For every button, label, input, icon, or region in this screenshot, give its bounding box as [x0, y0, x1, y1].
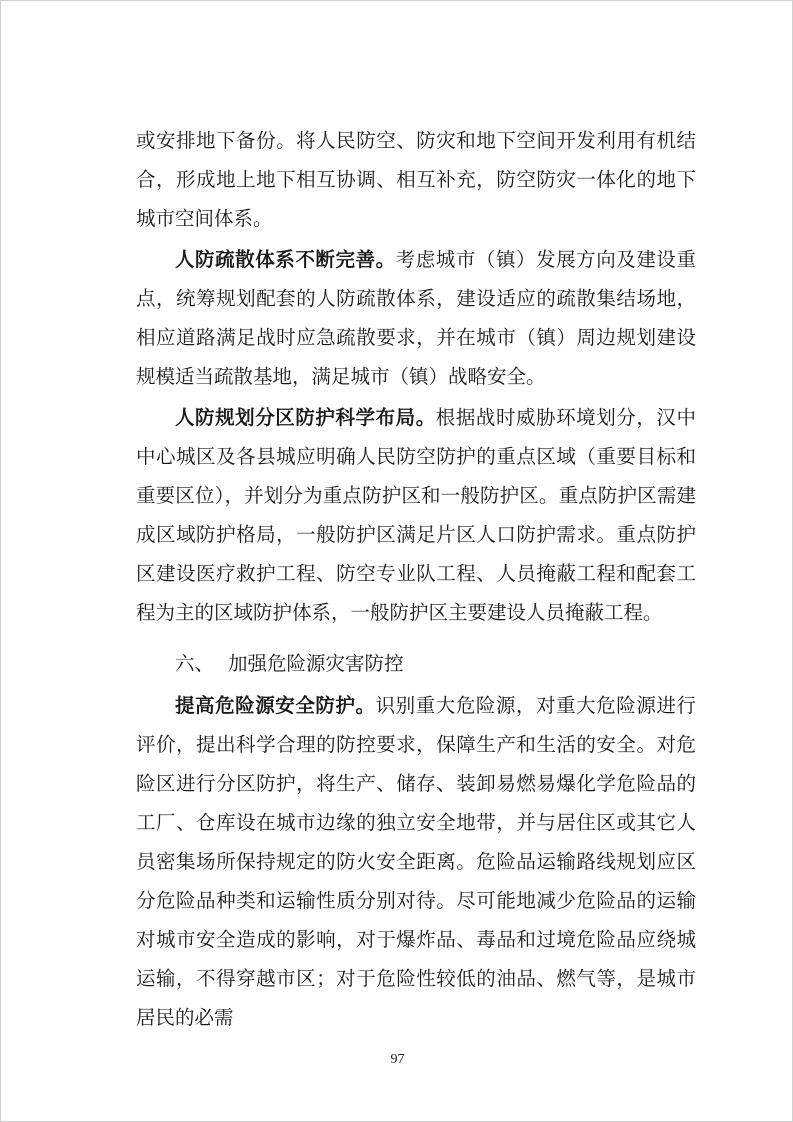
page-number: 97: [390, 1052, 405, 1067]
paragraph-evacuation-system: [136, 240, 696, 396]
paragraph-text: 根据战时威胁环境划分，汉中中心城区及各县城应明确人民防空防护的重点区域（重要目标和重要区位），并划分为重点防护区和一般防护区。重点防护区需建成区域防护格局，一般防护区满足片区人口防护需求。重点防护区建设医疗救护工程、防空专业队工程、人员掩蔽工程和配套工程为主的区域防护体系，一般防护区主要建设人员掩蔽工程。: [136, 406, 696, 624]
paragraph-lead: 人防规划分区防护科学布局。: [175, 406, 436, 429]
paragraph-text: 考虑城市（镇）发展方向及建设重点，统筹规划配套的人防疏散体系，建设适应的疏散集结场地，相应道路满足战时应急疏散要求，并在城市（镇）周边规划建设规模适当疏散基地，满足城市（镇）战略安全。: [136, 248, 696, 388]
document-body: [136, 121, 696, 1037]
section-heading: [136, 644, 696, 684]
paragraph-text: 或安排地下备份。将人民防空、防灾和地下空间开发利用有机结合，形成地上地下相互协调、相互补充，防空防灾一体化的地下城市空间体系。: [136, 129, 696, 230]
section-title: 加强危险源灾害防控: [228, 652, 404, 675]
paragraph-lead: 人防疏散体系不断完善。: [175, 248, 396, 271]
paragraph-hazard-protection: [136, 686, 696, 1037]
paragraph-continuation: [136, 121, 696, 238]
paragraph-lead: 提高危险源安全防护。: [175, 694, 376, 717]
paragraph-zoning-protection: [136, 398, 696, 632]
paragraph-text: 识别重大危险源，对重大危险源进行评价，提出科学合理的防控要求，保障生产和生活的安全。对危险区进行分区防护，将生产、储存、装卸易燃易爆化学危险品的工厂、仓库设在城市边缘的独立安全地带，并与居住区或其它人员密集场所保持规定的防火安全距离。危险品运输路线规划应区分危险品种类和运输性质分别对待。尽可能地减少危险品的运输对城市安全造成的影响，对于爆炸品、毒品和过境危险品应绕城运输，不得穿越市区；对于危险性较低的油品、燃气等，是城市居民的必需: [136, 694, 696, 1029]
section-number: 六、: [175, 652, 215, 675]
